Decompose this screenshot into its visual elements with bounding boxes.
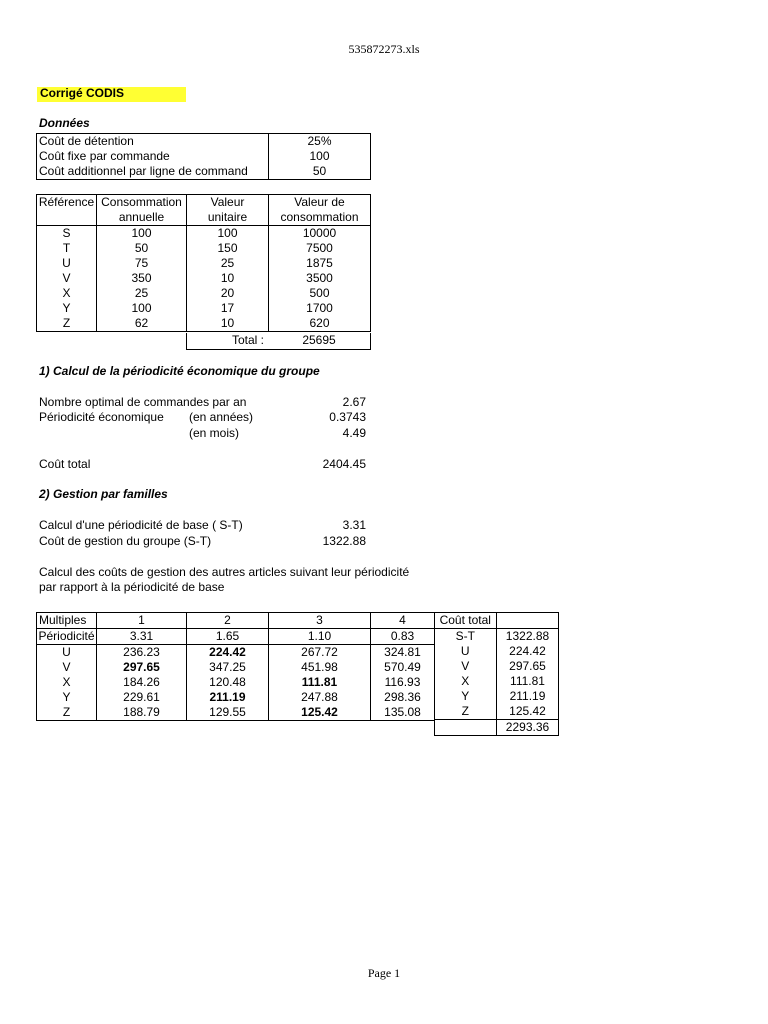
multiples-ref-cell: V [62, 660, 71, 674]
periodicity-row [37, 629, 435, 645]
cout-total-ref: V [461, 659, 470, 673]
cout-total-ref: X [461, 674, 470, 688]
multiples-min-cell: 297.65 [97, 660, 187, 675]
multiples-cell: 267.72 [269, 645, 371, 661]
donnees-value: 25% [269, 134, 371, 150]
en-mois-value: 4.49 [342, 426, 366, 440]
cout-total-value: 1322.88 [497, 629, 559, 645]
donnees-label: Coût de détention [39, 134, 134, 148]
multiples-cell: 188.79 [97, 705, 187, 721]
multiples-table [36, 612, 435, 721]
cout-total-value: 224.42 [497, 644, 559, 659]
reference-row [37, 286, 371, 301]
base-periodicity-value: 3.31 [342, 518, 366, 532]
multiples-header-cell: 2 [187, 613, 269, 629]
group-cost-label: Coût de gestion du groupe (S-T) [39, 534, 212, 548]
reference-header-row [37, 210, 371, 226]
donnees-heading: Données [39, 116, 90, 130]
cout-total-sum-empty [435, 720, 497, 736]
multiples-row [37, 660, 435, 675]
donnees-label: Coût additionnel par ligne de command [39, 164, 248, 178]
reference-header-cell: annuelle [97, 210, 187, 226]
donnees-value: 100 [269, 149, 371, 164]
reference-cell: Y [62, 301, 71, 315]
reference-cell: 100 [187, 226, 269, 242]
reference-cell: 17 [187, 301, 269, 316]
multiples-ref-cell: X [62, 675, 71, 689]
reference-header-cell: Valeur de [269, 195, 371, 211]
reference-row [37, 241, 371, 256]
reference-cell: 100 [97, 226, 187, 242]
reference-cell: 350 [97, 271, 187, 286]
note-line-2: par rapport à la périodicité de base [39, 580, 225, 594]
reference-table [36, 194, 371, 332]
reference-cell: 25 [187, 256, 269, 271]
reference-header-cell: consommation [269, 210, 371, 226]
reference-cell: 75 [97, 256, 187, 271]
base-periodicity-label: Calcul d'une périodicité de base ( S-T) [39, 518, 243, 532]
multiples-cell: 135.08 [371, 705, 435, 721]
en-annees-label: (en années) [189, 410, 254, 424]
nb-commandes-value: 2.67 [342, 395, 366, 409]
reference-cell: X [62, 286, 71, 300]
reference-cell: 50 [97, 241, 187, 256]
reference-row [37, 301, 371, 316]
multiples-min-cell: 224.42 [187, 645, 269, 661]
multiples-cell: 347.25 [187, 660, 269, 675]
page-header-filename: 535872273.xls [348, 42, 420, 56]
multiples-row [37, 705, 435, 721]
reference-cell: 7500 [269, 241, 371, 256]
multiples-ref-cell: Z [62, 705, 71, 719]
reference-cell: 20 [187, 286, 269, 301]
multiples-row [37, 675, 435, 690]
cout-total-header-row [435, 613, 559, 629]
reference-header-cell: Consommation [97, 195, 187, 211]
cout-total-value: 2404.45 [322, 457, 366, 471]
multiples-row [37, 645, 435, 661]
reference-header-cell: unitaire [187, 210, 269, 226]
reference-cell: 10 [187, 271, 269, 286]
reference-cell: 1700 [269, 301, 371, 316]
page-footer-number: Page 1 [367, 966, 401, 980]
cout-total-ref: Y [461, 689, 470, 703]
multiples-cell: 298.36 [371, 690, 435, 705]
multiples-cell: 236.23 [97, 645, 187, 661]
multiples-ref-cell: U [62, 645, 71, 659]
multiples-cell: 129.55 [187, 705, 269, 721]
reference-row [37, 316, 371, 332]
periodicite-label: Périodicité économique [39, 410, 164, 424]
nb-commandes-label: Nombre optimal de commandes par an [39, 395, 247, 409]
reference-cell: 150 [187, 241, 269, 256]
multiples-cell: 120.48 [187, 675, 269, 690]
section2-heading: 2) Gestion par familles [39, 487, 168, 501]
donnees-row [37, 149, 371, 164]
multiples-header-cell: 4 [371, 613, 435, 629]
reference-cell: 3500 [269, 271, 371, 286]
multiples-min-cell: 125.42 [269, 705, 371, 721]
multiples-header-cell: Multiples [37, 613, 97, 629]
donnees-label: Coût fixe par commande [39, 149, 170, 163]
reference-row [37, 226, 371, 242]
cout-total-row [435, 704, 559, 720]
multiples-min-cell: 111.81 [269, 675, 371, 690]
reference-cell: 62 [97, 316, 187, 332]
multiples-min-cell: 211.19 [187, 690, 269, 705]
cout-total-label: Coût total [39, 457, 91, 471]
cout-total-value: 111.81 [497, 674, 559, 689]
multiples-cell: 451.98 [269, 660, 371, 675]
section1-heading: 1) Calcul de la périodicité économique du groupe [39, 364, 320, 378]
reference-cell: 10 [187, 316, 269, 332]
cout-total-table [434, 612, 559, 736]
reference-header-row [37, 195, 371, 211]
cout-total-header-empty [497, 613, 559, 629]
periodicity-cell: 1.65 [187, 629, 269, 645]
reference-cell: U [62, 256, 71, 270]
reference-row [37, 271, 371, 286]
en-annees-value: 0.3743 [329, 410, 366, 424]
donnees-table [36, 133, 371, 180]
donnees-value: 50 [269, 164, 371, 180]
cout-total-row [435, 689, 559, 704]
reference-total-label: Total : [231, 333, 264, 347]
cout-total-ref: Z [461, 704, 469, 718]
periodicity-cell: 0.83 [371, 629, 435, 645]
multiples-header-cell: 3 [269, 613, 371, 629]
donnees-row [37, 134, 371, 150]
cout-total-row [435, 644, 559, 659]
cout-total-row [435, 674, 559, 689]
page-title: Corrigé CODIS [40, 86, 125, 100]
reference-header-cell: Référence [38, 195, 95, 209]
cout-total-value: 297.65 [497, 659, 559, 674]
en-mois-label: (en mois) [189, 426, 240, 440]
cout-total-value: 125.42 [497, 704, 559, 720]
multiples-header-cell: 1 [97, 613, 187, 629]
group-cost-value: 1322.88 [322, 534, 366, 548]
periodicity-cell: Périodicité [38, 629, 95, 643]
reference-cell: T [62, 241, 71, 255]
reference-cell: Z [62, 316, 71, 330]
cout-total-value: 211.19 [497, 689, 559, 704]
multiples-ref-cell: Y [62, 690, 71, 704]
reference-cell: 25 [97, 286, 187, 301]
cout-total-sum-row [435, 720, 559, 736]
multiples-cell: 324.81 [371, 645, 435, 661]
reference-cell: 1875 [269, 256, 371, 271]
multiples-cell: 116.93 [371, 675, 435, 690]
cout-total-ref: U [460, 644, 470, 658]
reference-cell: S [62, 226, 71, 240]
cout-total-sum: 2293.36 [497, 720, 559, 736]
cout-total-header: Coût total [435, 613, 497, 629]
multiples-cell: 229.61 [97, 690, 187, 705]
cout-total-ref: S-T [455, 629, 475, 643]
multiples-header-row [37, 613, 435, 629]
multiples-row [37, 690, 435, 705]
donnees-row [37, 164, 371, 180]
cout-total-row [435, 629, 559, 645]
reference-header-cell [37, 210, 97, 226]
multiples-cell: 184.26 [97, 675, 187, 690]
reference-cell: V [62, 271, 71, 285]
reference-row [37, 256, 371, 271]
reference-cell: 10000 [269, 226, 371, 242]
multiples-cell: 247.88 [269, 690, 371, 705]
periodicity-cell: 3.31 [97, 629, 187, 645]
periodicity-cell: 1.10 [269, 629, 371, 645]
reference-total-value: 25695 [302, 333, 336, 347]
reference-cell: 100 [97, 301, 187, 316]
multiples-cell: 570.49 [371, 660, 435, 675]
note-line-1: Calcul des coûts de gestion des autres articles suivant leur périodicité [39, 565, 410, 579]
reference-cell: 620 [269, 316, 371, 332]
reference-header-cell: Valeur [187, 195, 269, 211]
reference-cell: 500 [269, 286, 371, 301]
cout-total-row [435, 659, 559, 674]
